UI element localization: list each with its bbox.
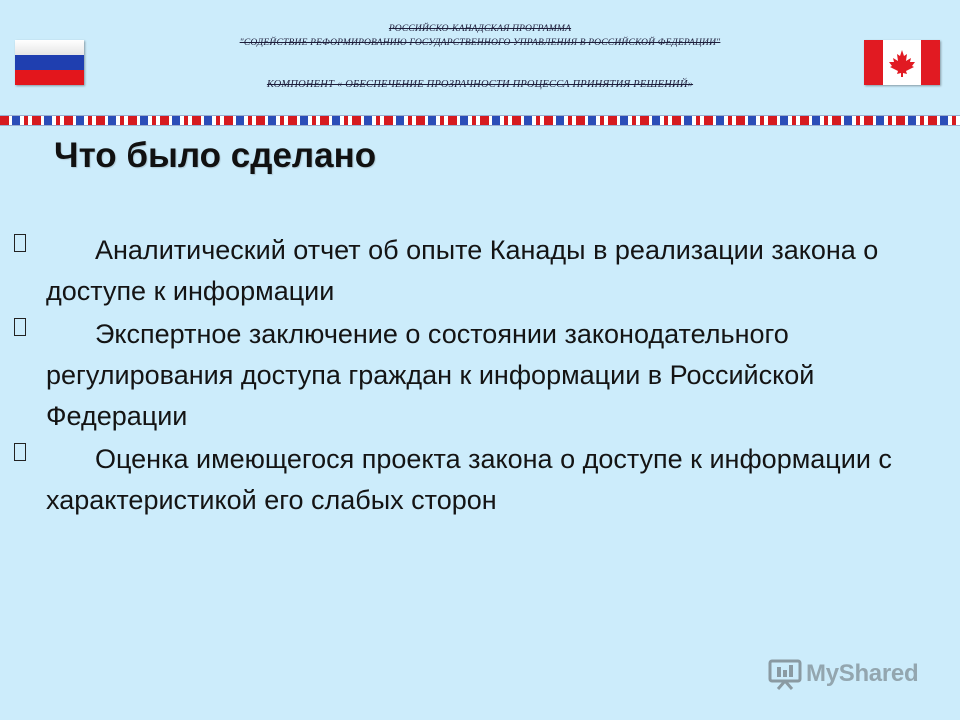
bullet-box-icon bbox=[14, 234, 26, 252]
flag-divider-strip bbox=[0, 115, 960, 126]
myshared-watermark[interactable] bbox=[768, 657, 918, 691]
list-item-text: Оценка имеющегося проекта закона о доступе к информации с характеристикой его слабых сторон bbox=[46, 444, 892, 515]
slide-title: Что было сделано bbox=[54, 136, 377, 175]
bullet-box-icon bbox=[14, 443, 26, 461]
program-title: РОССИЙСКО-КАНАДСКАЯ ПРОГРАММА bbox=[388, 24, 572, 34]
list-item bbox=[0, 314, 960, 437]
component-title: КОМПОНЕНТ « ОБЕСПЕЧЕНИЕ ПРОЗРАЧНОСТИ ПРОЦЕССА ПРИНЯТИЯ РЕШЕНИЙ» bbox=[266, 79, 694, 90]
list-item bbox=[0, 439, 960, 521]
bullet-box-icon bbox=[14, 318, 26, 336]
list-item-text: Аналитический отчет об опыте Канады в реализации закона о доступе к информации bbox=[46, 235, 879, 306]
presentation-board-icon bbox=[768, 658, 802, 690]
maple-leaf-icon bbox=[887, 49, 917, 77]
bullet-list bbox=[0, 230, 960, 521]
program-subtitle: "СОДЕЙСТВИЕ РЕФОРМИРОВАНИЮ ГОСУДАРСТВЕННОГО УПРАВЛЕНИЯ В РОССИЙСКОЙ ФЕДЕРАЦИИ" bbox=[239, 38, 721, 48]
list-item-text: Экспертное заключение о состоянии законодательного регулирования доступа граждан к информации в Российской Федерации bbox=[46, 319, 815, 431]
watermark-label: MyShared bbox=[806, 660, 919, 687]
list-item bbox=[0, 230, 960, 312]
